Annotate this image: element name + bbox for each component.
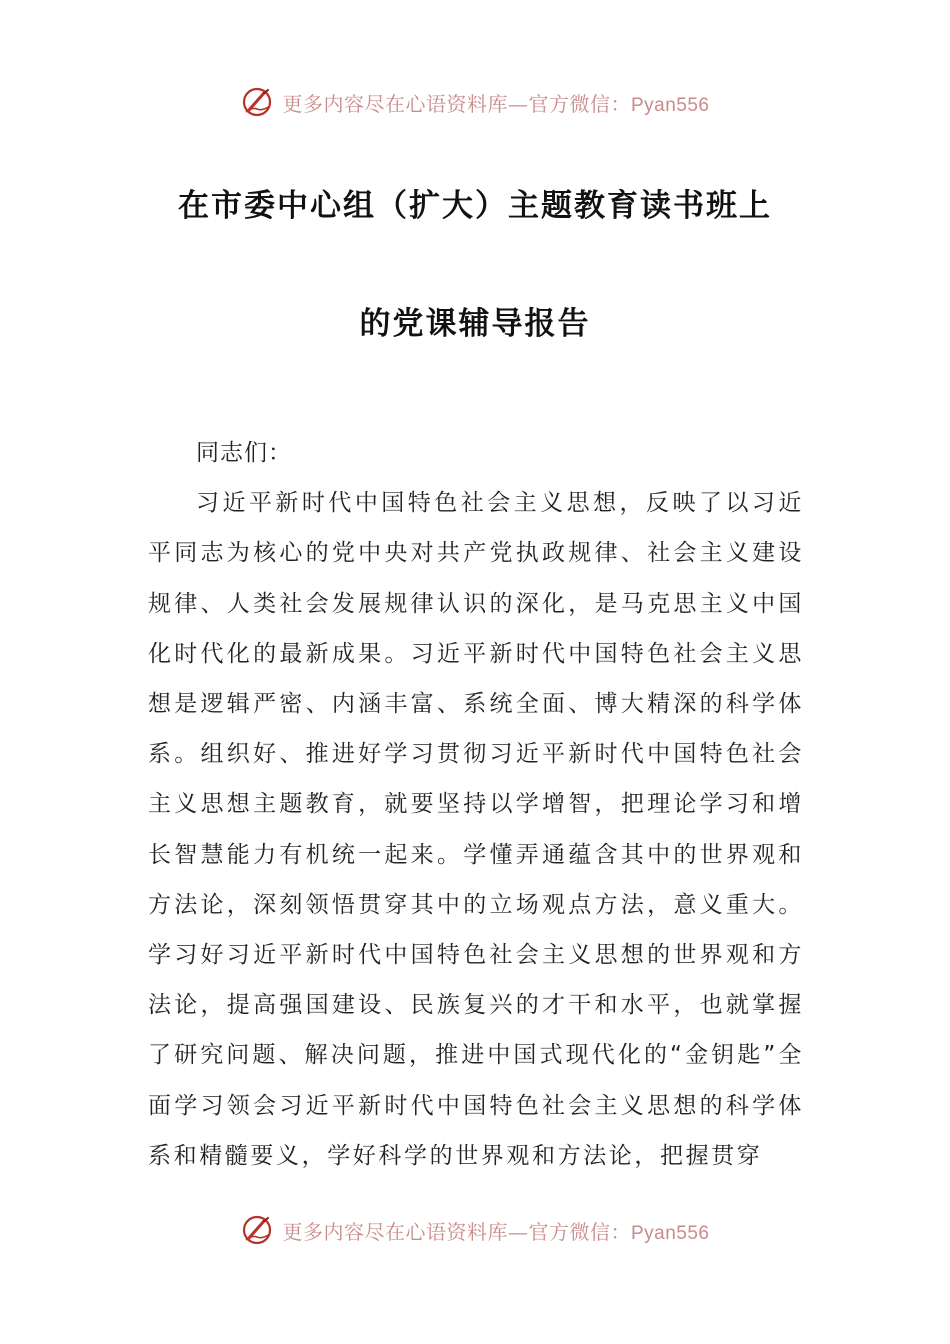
banner-wechat-label: 官方微信：: [528, 91, 631, 116]
banner-prefix: 更多内容尽在心语资料库: [282, 91, 508, 116]
footer-banner: [0, 1210, 950, 1250]
pen-circle-logo-icon: [240, 1213, 274, 1247]
banner-wechat-label: 官方微信：: [528, 1219, 631, 1244]
body-paragraph: 习近平新时代中国特色社会主义思想，反映了以习近平同志为核心的党中央对共产党执政规律、社会主义建设规律、人类社会发展规律认识的深化，是马克思主义中国化时代化的最新成果。习近平新时代中国特色社会主义思想是逻辑严密、内涵丰富、系统全面、博大精深的科学体系。组织好、推进好学习贯彻习近平新时代中国特色社会主义思想主题教育，就要坚持以学增智，把理论学习和增长智慧能力有机统一起来。学懂弄通蕴含其中的世界观和方法论，深刻领悟贯穿其中的立场观点方法，意义重大。学习好习近平新时代中国特色社会主义思想的世界观和方法论，提高强国建设、民族复兴的才干和水平，也就掌握了研究问题、解决问题，推进中国式现代化的“金钥匙”全面学习领会习近平新时代中国特色社会主义思想的科学体系和精髓要义，学好科学的世界观和方法论，把握贯穿: [148, 490, 804, 1169]
banner-separator: —: [507, 91, 529, 116]
greeting: 同志们：: [196, 440, 292, 466]
document-body: [148, 428, 804, 1181]
document-title-line-1: 在市委中心组（扩大）主题教育读书班上: [178, 188, 772, 224]
header-banner: [0, 82, 950, 122]
banner-text: [282, 88, 709, 117]
pen-circle-logo-icon: [240, 85, 274, 119]
banner-text: [282, 1216, 709, 1245]
banner-wechat-id: Pyan556: [630, 94, 710, 116]
document-title-line-2: 的党课辅导报告: [359, 306, 591, 342]
banner-wechat-id: Pyan556: [630, 1222, 710, 1244]
banner-prefix: 更多内容尽在心语资料库: [282, 1219, 508, 1244]
banner-separator: —: [507, 1219, 529, 1244]
